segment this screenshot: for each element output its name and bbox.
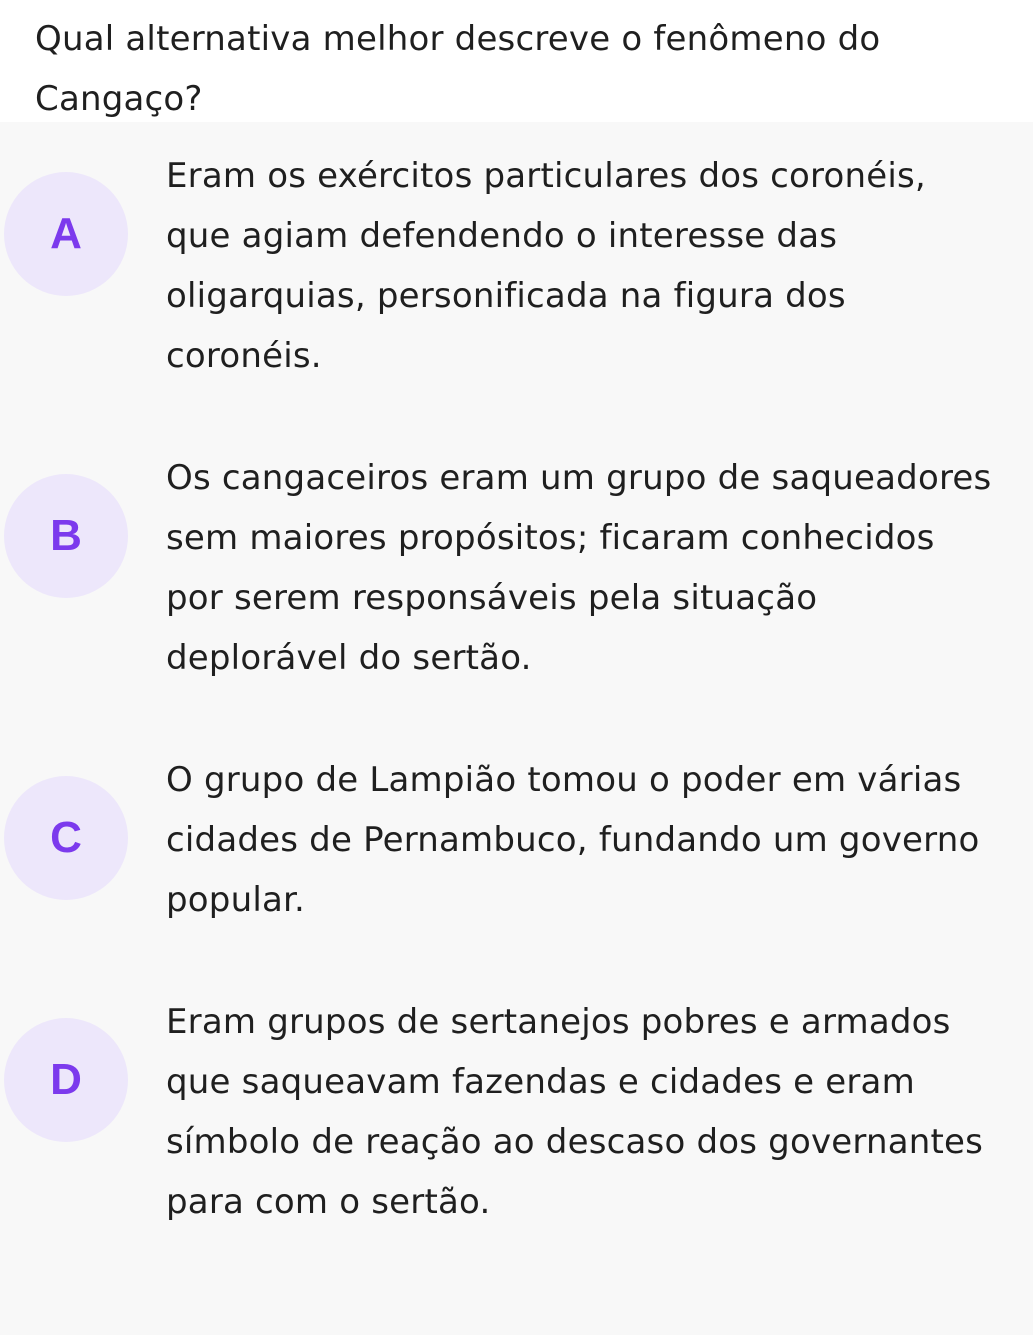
option-d-letter: D xyxy=(50,1055,82,1104)
question-header xyxy=(0,0,1033,122)
option-a-letter: A xyxy=(50,209,82,258)
option-b-letter: B xyxy=(50,511,82,560)
option-b-badge[interactable] xyxy=(4,474,128,598)
option-c-badge[interactable] xyxy=(4,776,128,900)
option-b-text: Os cangaceiros eram um grupo de saqueadores sem maiores propósitos; ficaram conhecidos por serem responsáveis pela situação deplorável do sertão. xyxy=(166,458,992,678)
option-d-text: Eram grupos de sertanejos pobres e armados que saqueavam fazendas e cidades e eram símbolo de reação ao descaso dos governantes para com o sertão. xyxy=(166,1002,984,1222)
option-c-text: O grupo de Lampião tomou o poder em várias cidades de Pernambuco, fundando um governo popular. xyxy=(166,760,980,920)
option-a-badge[interactable] xyxy=(4,172,128,296)
question-text: Qual alternativa melhor descreve o fenômeno do Cangaço? xyxy=(35,19,881,119)
option-a-text: Eram os exércitos particulares dos coronéis, que agiam defendendo o interesse das oligarquias, personificada na figura dos coronéis. xyxy=(166,156,926,376)
option-d-badge[interactable] xyxy=(4,1018,128,1142)
option-c-letter: C xyxy=(50,813,82,862)
